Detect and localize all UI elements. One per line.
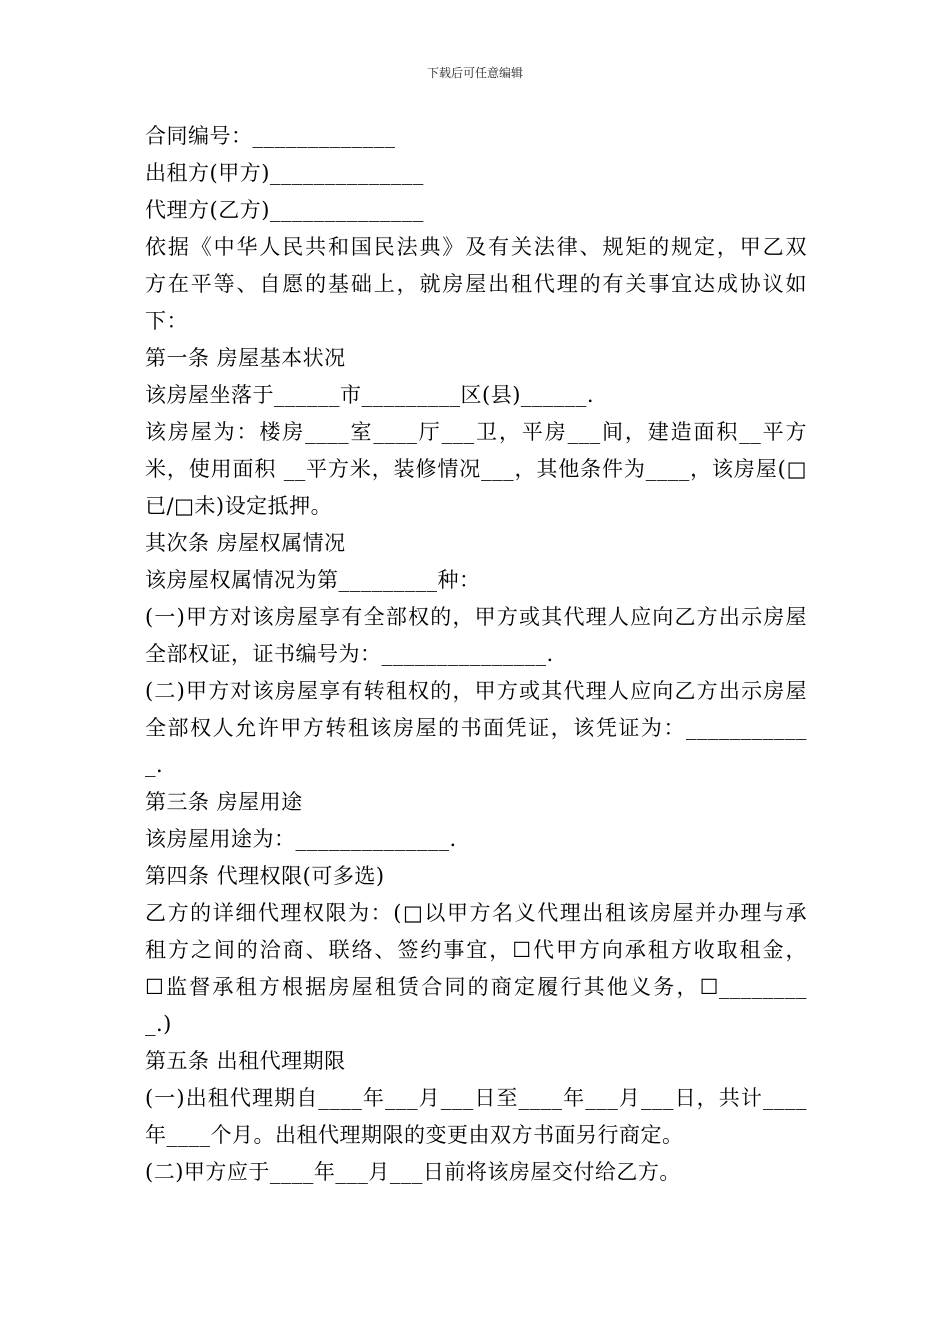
- body-line: 米，使用面积 __平方米，装修情况___，其他条件为____，该房屋(□: [145, 457, 807, 481]
- article-heading: 第四条 代理权限(可多选): [145, 864, 385, 888]
- article-heading: 第五条 出租代理期限: [145, 1049, 346, 1073]
- body-line: 全部权人允许甲方转租该房屋的书面凭证，该凭证为：___________: [145, 716, 807, 740]
- agent-line: 代理方(乙方)______________: [145, 198, 424, 222]
- body-line: 该房屋为：楼房____室____厅___卫，平房___间，建造面积__平方: [145, 420, 807, 444]
- body-line: 已/□未)设定抵押。: [145, 494, 333, 518]
- page-header: 下载后可任意编辑: [426, 66, 523, 80]
- body-line: 年____个月。出租代理期限的变更由双方书面另行商定。: [145, 1123, 684, 1147]
- body-line: _.): [145, 1012, 172, 1036]
- body-line: 该房屋权属情况为第_________种：: [145, 568, 481, 592]
- lessor-line: 出租方(甲方)______________: [145, 161, 424, 185]
- body-line: (一)出租代理期自____年___月___日至____年___月___日，共计____: [145, 1086, 807, 1110]
- preamble-line: 方在平等、自愿的基础上，就房屋出租代理的有关事宜达成协议如: [145, 272, 807, 296]
- preamble-line: 依据《中华人民共和国民法典》及有关法律、规矩的规定，甲乙双: [145, 235, 807, 259]
- article-heading: 其次条 房屋权属情况: [145, 531, 346, 555]
- article-heading: 第一条 房屋基本状况: [145, 346, 346, 370]
- body-line: 全部权证，证书编号为：_______________.: [145, 642, 554, 666]
- body-line: (二)甲方对该房屋享有转租权的，甲方或其代理人应向乙方出示房屋: [145, 679, 807, 703]
- contract-number-line: 合同编号：_____________: [145, 124, 396, 148]
- body-line: 该房屋用途为：______________.: [145, 827, 457, 851]
- document-body: [145, 118, 807, 1191]
- article-heading: 第三条 房屋用途: [145, 790, 303, 814]
- body-line: (一)甲方对该房屋享有全部权的，甲方或其代理人应向乙方出示房屋: [145, 605, 807, 629]
- body-line: 租方之间的洽商、联络、签约事宜，☐代甲方向承租方收取租金，: [145, 938, 807, 962]
- body-line: _.: [145, 753, 164, 777]
- body-line: ☐监督承租方根据房屋租赁合同的商定履行其他义务，☐________: [145, 975, 807, 999]
- body-line: 该房屋坐落于______市_________区(县)______.: [145, 383, 595, 407]
- preamble-line: 下：: [145, 309, 188, 333]
- body-line: (二)甲方应于____年___月___日前将该房屋交付给乙方。: [145, 1160, 681, 1184]
- body-line: 乙方的详细代理权限为：(□以甲方名义代理出租该房屋并办理与承: [145, 901, 807, 925]
